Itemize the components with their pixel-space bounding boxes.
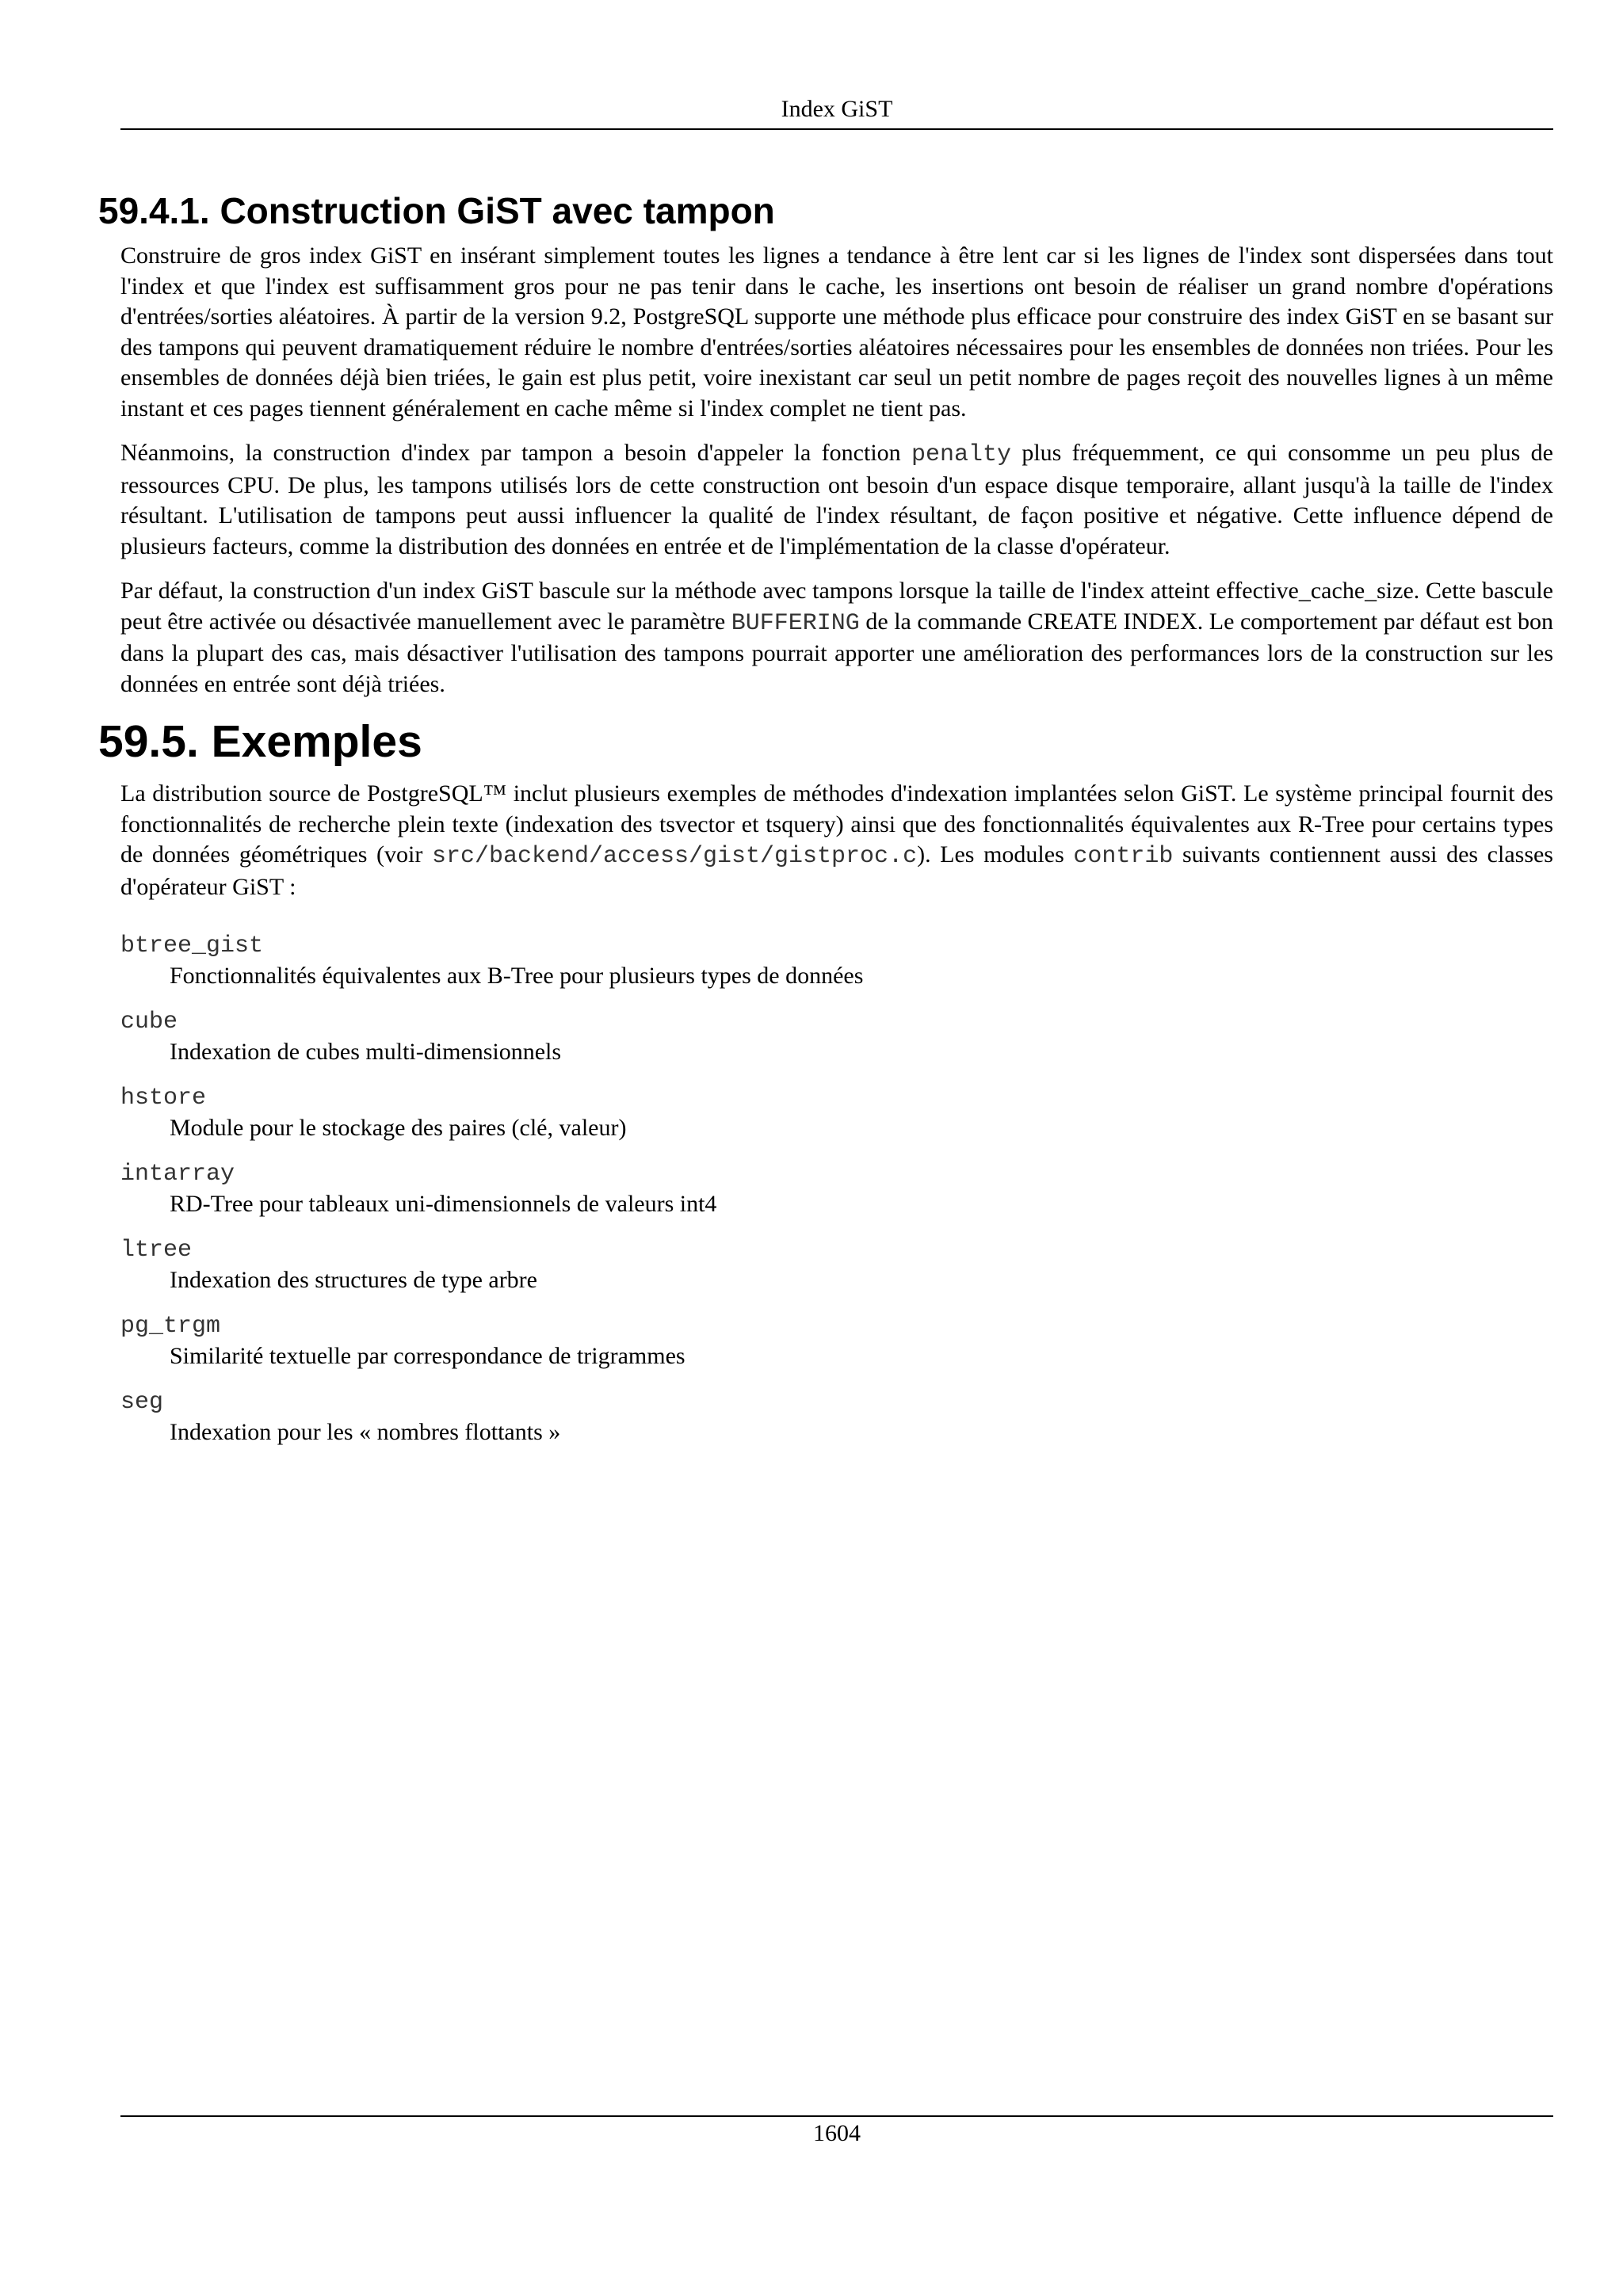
section-body-examples xyxy=(98,779,1553,1447)
running-header: Index GiST xyxy=(781,96,893,122)
paragraph-buffered-build-cost xyxy=(120,438,1553,562)
module-name-btree-gist: btree_gist xyxy=(120,933,264,959)
module-desc-intarray: RD-Tree pour tableaux uni-dimensionnels de valeurs int4 xyxy=(170,1191,717,1217)
paragraph-buffered-build-intro xyxy=(120,241,1553,424)
page-number: 1604 xyxy=(813,2120,861,2146)
module-name-ltree: ltree xyxy=(120,1237,193,1264)
module-desc-pg-trgm: Similarité textuelle par correspondance de trigrammes xyxy=(170,1343,685,1369)
module-name-hstore: hstore xyxy=(120,1085,207,1112)
module-desc-btree-gist: Fonctionnalités équivalentes aux B-Tree pour plusieurs types de données xyxy=(170,963,864,989)
contrib-module-list xyxy=(120,931,1553,1447)
module-desc-cube: Indexation de cubes multi-dimensionnels xyxy=(170,1039,562,1065)
paragraph-text: La distribution source de PostgreSQL™ inclut plusieurs exemples de méthodes d'indexation implantées selon GiST. Le système principal fournit des fonctionnalités de recherche plein texte (indexation des tsvector et tsquery) ainsi que des fonctionnalités équivalentes aux R-Tree pour certains types de données géométriques (voir xyxy=(120,780,1553,868)
section-title-examples: 59.5. Exemples xyxy=(98,716,422,767)
module-desc-seg: Indexation pour les « nombres flottants » xyxy=(170,1419,561,1445)
section-body-buffered-build xyxy=(98,241,1553,700)
paragraph-buffered-build-default xyxy=(120,576,1553,700)
inline-code-penalty: penalty xyxy=(911,441,1012,468)
section-title-buffered-build: 59.4.1. Construction GiST avec tampon xyxy=(98,190,775,231)
page-content xyxy=(98,189,1553,1463)
module-name-pg-trgm: pg_trgm xyxy=(120,1313,221,1340)
header-rule xyxy=(120,128,1553,130)
paragraph-text: ). Les modules xyxy=(917,841,1074,868)
paragraph-text: de la commande CREATE INDEX. Le comportement par défaut est bon dans la plupart des cas, mais désactiver l'utilisation des tampons pourrait apporter une amélioration des performances lors de la construction sur les données en entrée sont déjà triées. xyxy=(120,608,1553,697)
inline-code-buffering: BUFFERING xyxy=(731,609,860,637)
paragraph-examples-intro xyxy=(120,779,1553,902)
paragraph-text: Néanmoins, la construction d'index par tampon a besoin d'appeler la fonction xyxy=(120,440,911,466)
module-name-intarray: intarray xyxy=(120,1161,235,1188)
paragraph-text: Par défaut, la construction d'un index GiST bascule sur la méthode avec tampons lorsque la taille de l'index atteint effective_cache_size. Cette bascule peut être activée ou désactivée manuellement avec le paramètre xyxy=(120,578,1553,635)
module-desc-ltree: Indexation des structures de type arbre xyxy=(170,1267,537,1293)
paragraph-text: plus fréquemment, ce qui consomme un peu plus de ressources CPU. De plus, les tampons utilisés lors de cette construction ont besoin d'un espace disque temporaire, allant jusqu'à la taille de l'index résultant. L'utilisation de tampons peut aussi influencer la qualité de l'index résultant, de façon positive et négative. Cette influence dépend de plusieurs facteurs, comme la distribution des données en entrée et de l'implémentation de la classe d'opérateur. xyxy=(120,440,1553,559)
module-name-seg: seg xyxy=(120,1389,164,1416)
paragraph-text: suivants contiennent aussi des classes d'opérateur GiST : xyxy=(120,841,1553,900)
module-desc-hstore: Module pour le stockage des paires (clé, valeur) xyxy=(170,1115,627,1141)
inline-code-contrib: contrib xyxy=(1073,843,1174,870)
inline-code-gistproc-path: src/backend/access/gist/gistproc.c xyxy=(431,843,918,870)
module-name-cube: cube xyxy=(120,1009,178,1035)
paragraph-text: Construire de gros index GiST en insérant simplement toutes les lignes a tendance à être lent car si les lignes de l'index sont dispersées dans tout l'index et que l'index est suffisamment gros pour ne pas tenir dans le cache, les insertions ont besoin de réaliser un grand nombre d'opérations d'entrées/sorties aléatoires. À partir de la version 9.2, PostgreSQL supporte une méthode plus efficace pour construire des index GiST en se basant sur des tampons qui peuvent dramatiquement réduire le nombre d'entrées/sorties aléatoires nécessaires pour les ensembles de données non triées. Pour les ensembles de données déjà bien triées, le gain est plus petit, voire inexistant car seul un petit nombre de pages reçoit des nouvelles lignes à un même instant et ces pages tiennent généralement en cache même si l'index complet ne tient pas. xyxy=(120,242,1553,421)
